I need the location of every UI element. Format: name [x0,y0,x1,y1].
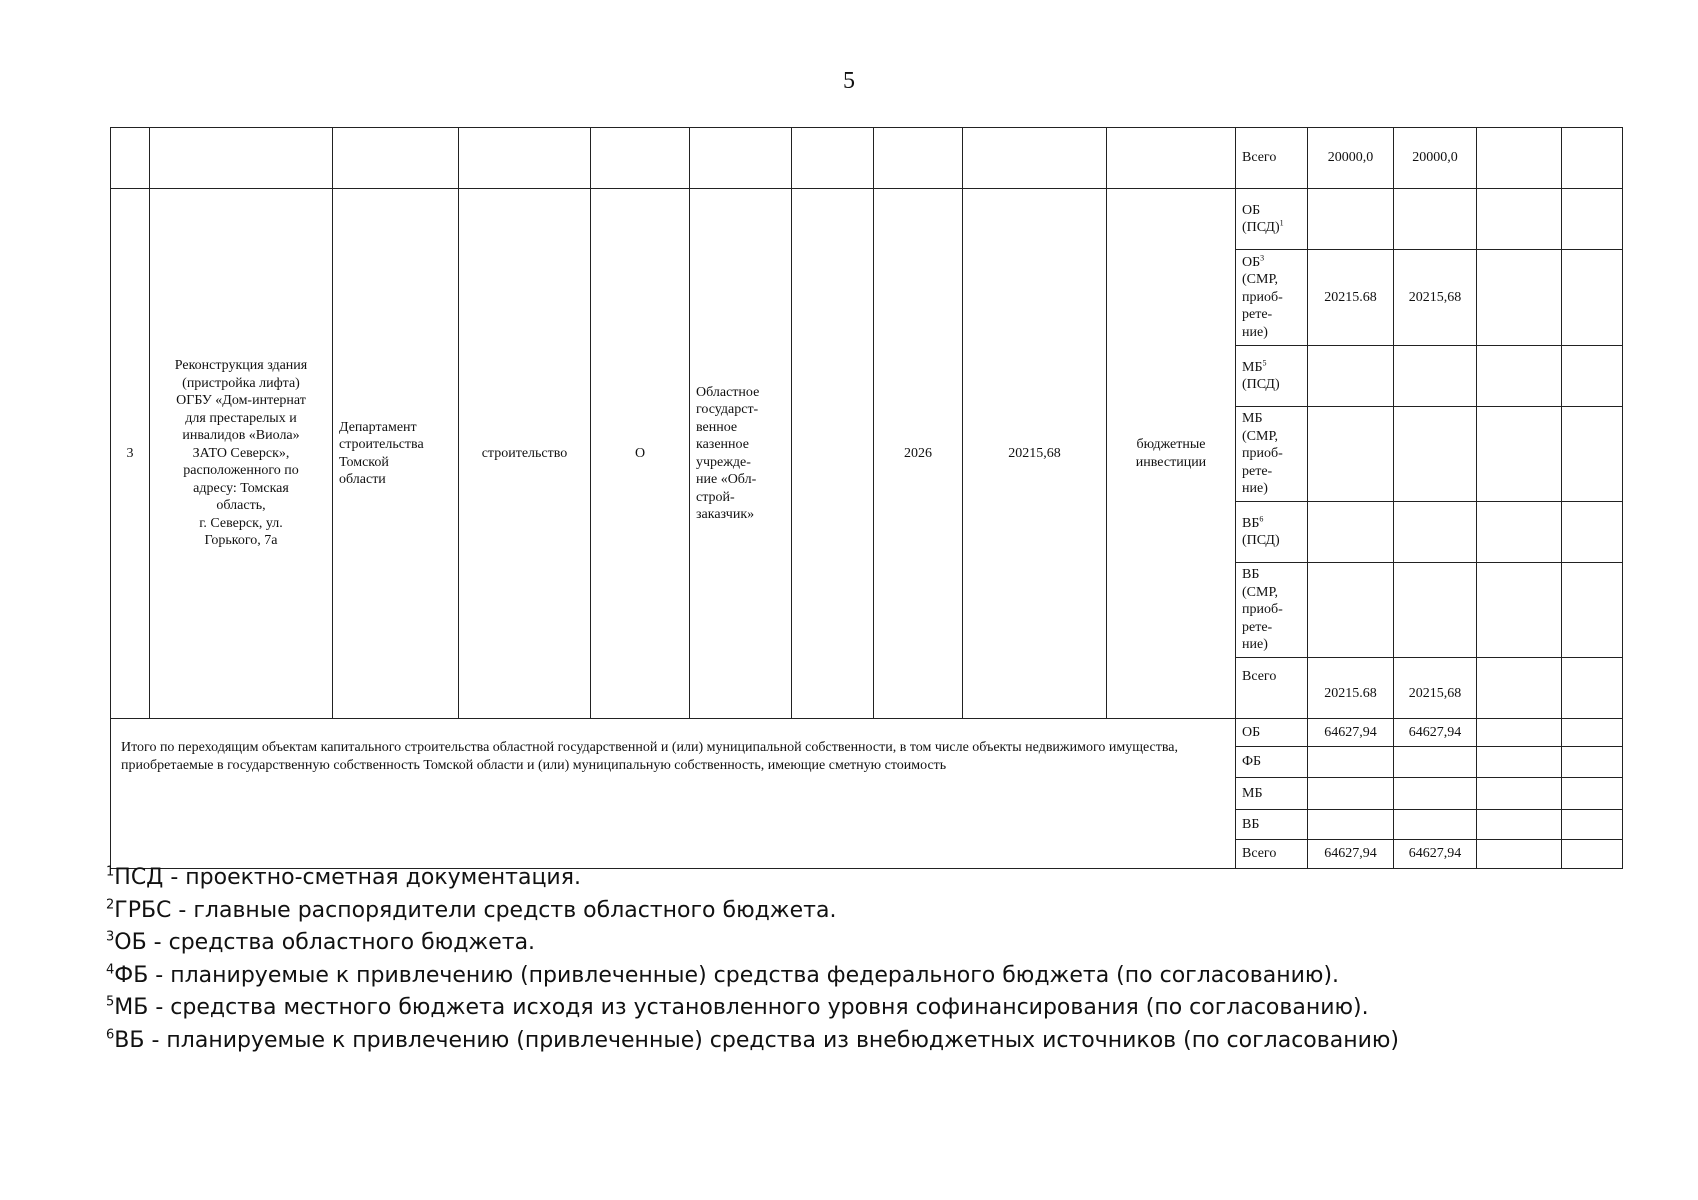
page-number: 5 [843,68,855,94]
year-value: 20000,0 [1394,128,1477,189]
fin-source-label: Всего [1236,128,1308,189]
plan-value [1308,502,1394,563]
table-row [111,189,1623,250]
fin-source-label: ВБ (СМР, приоб- ретe- ние) [1236,563,1308,658]
total-year-value [1394,778,1477,810]
empty-cell [792,189,874,719]
footnote: $^1$ПСД - проектно-сметная документация. [106,864,581,890]
total-plan-value: 64627,94 [1308,719,1394,747]
footnote: $^4$ФБ - планируемые к привлечению (привлеченные) средства федерального бюджета (по согласованию). [106,962,1340,988]
year-value [1394,189,1477,250]
fin-source-label: $ВБ^6$ (ПСД) [1236,502,1308,563]
footnote: $^3$ОБ - средства областного бюджета. [106,929,536,956]
fin-source-label: $МБ^5$ (ПСД) [1236,346,1308,407]
customer-name: Областное государст- венное казенное учрежде- ние «Обл- строй- заказчик» [690,189,792,719]
ownership-type: О [591,189,690,719]
total-fin-label: ФБ [1236,747,1308,778]
footnote: $^2$ГРБС - главные распорядители средств областного бюджета. [106,897,837,923]
table-row [111,128,1623,189]
total-year-value: 64627,94 [1394,719,1477,747]
object-number: 3 [111,189,150,719]
fin-source-label: $ОБ^3$ (СМР, приоб- ретe- ние) [1236,250,1308,346]
total-fin-label: ВБ [1236,810,1308,840]
fin-source-label: ОБ (ПСД)$^1$ [1236,189,1308,250]
year-value: 20215,68 [1394,658,1477,719]
total-plan-value: 64627,94 [1308,840,1394,869]
object-name: Реконструкция здания (пристройка лифта) ОГБУ «Дом-интернат для престарелых и инвалидов «Виола» ЗАТО Северск», расположенного по адресу: Томская область, г. Северск, ул. Горького, 7а [150,189,333,719]
plan-value: 20215.68 [1308,250,1394,346]
total-fin-label: Всего [1236,840,1308,869]
plan-value [1308,563,1394,658]
plan-value [1308,407,1394,502]
work-type: строительство [459,189,591,719]
footnote: $^6$ВБ - планируемые к привлечению (привлеченные) средства из внебюджетных источников (по согласованию) [106,1027,1399,1053]
total-fin-label: ОБ [1236,719,1308,747]
capital-construction-table [110,127,1623,869]
estimated-cost: 20215,68 [963,189,1107,719]
investment-form: бюджетные инвестиции [1107,189,1236,719]
total-plan-value [1308,778,1394,810]
plan-value: 20000,0 [1308,128,1394,189]
total-year-value [1394,747,1477,778]
table-row [111,719,1623,747]
total-plan-value [1308,810,1394,840]
total-description: Итого по переходящим объектам капитального строительства областной государственной и (или) муниципальной собственности, в том числе объекты недвижимого имущества, приобретаемые в государственную собственность Томской области и (или) муниципальную собственность, имеющие сметную стоимость [111,719,1236,869]
plan-value: 20215.68 [1308,658,1394,719]
total-plan-value [1308,747,1394,778]
footnote: $^5$МБ - средства местного бюджета исходя из установленного уровня софинансирования (по согласованию). [106,995,1369,1021]
year-value [1394,563,1477,658]
year-value [1394,346,1477,407]
footnotes [106,862,1399,1058]
grbs-name: Департамент строительства Томской области [333,189,459,719]
fin-source-label: МБ (СМР, приоб- ретe- ние) [1236,407,1308,502]
year-value: 20215,68 [1394,250,1477,346]
year-value [1394,502,1477,563]
year-value [1394,407,1477,502]
plan-value [1308,189,1394,250]
commissioning-year: 2026 [874,189,963,719]
fin-source-label: Всего [1236,658,1308,719]
total-year-value: 64627,94 [1394,840,1477,869]
total-year-value [1394,810,1477,840]
plan-value [1308,346,1394,407]
total-fin-label: МБ [1236,778,1308,810]
